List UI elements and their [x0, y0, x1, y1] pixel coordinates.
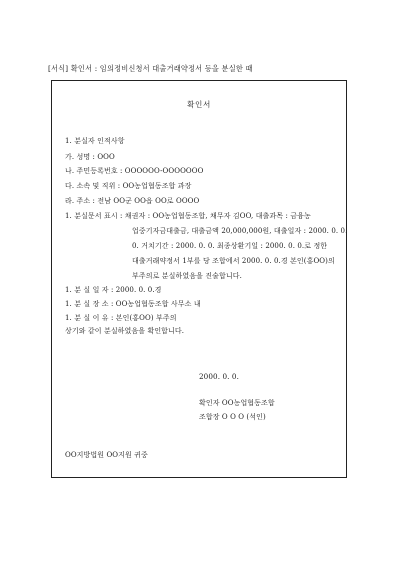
document-frame — [51, 80, 347, 478]
recipient-line: OO지방법원 OO지원 귀중 — [65, 451, 148, 459]
address-line: 라. 주소 : 전남 OO군 OO읍 OO로 OOOO — [65, 197, 200, 205]
lost-document-line-3: 0. 거치기간 : 2000. 0. 0. 최종상환기일 : 2000. 0. 0.로 정한 — [132, 242, 328, 250]
form-caption: [서식] 확인서 : 임의정비신청서 대출거래약정서 등을 분실한 때 — [48, 64, 253, 73]
confirmer-line: 확인자 OO농업협동조합 — [199, 399, 275, 407]
personal-info-heading: 1. 분실자 인적사항 — [65, 137, 125, 145]
lost-document-line-2: 업중기자금대출금, 대출금액 20,000,000원, 대출일자 : 2000. 0. 0. — [132, 227, 348, 235]
lost-document-line-4: 대출거래약정서 1부를 당 조합에서 2000. 0. 0.경 본인(홍OO)의 — [132, 257, 335, 265]
lost-date-line: 1. 분 실 일 자 : 2000. 0. 0.경 — [65, 286, 162, 294]
confirmation-statement: 상기와 같이 분실하였음을 확인합니다. — [65, 327, 185, 335]
signer-line: 조합장 O O O (석인) — [199, 413, 266, 421]
name-line: 가. 성명 : OOO — [65, 153, 115, 161]
lost-document-line-1: 1. 분실문서 표시 : 채권자 : OO농업협동조합, 채무자 김OO, 대출과목 : 금융농 — [65, 212, 311, 220]
lost-reason-line: 1. 분 실 이 유 : 본인(홍OO) 부주의 — [65, 314, 177, 322]
document-title: 확인서 — [187, 100, 211, 109]
lost-document-line-5: 부주의로 분실하였음을 진술합니다. — [132, 272, 242, 280]
rrn-line: 나. 주민등록번호 : OOOOOO-OOOOOOO — [65, 167, 204, 175]
lost-place-line: 1. 분 실 장 소 : OO농업협동조합 사무소 내 — [65, 300, 201, 308]
affiliation-line: 다. 소속 및 직위 : OO농업협동조합 과장 — [65, 182, 192, 190]
document-date: 2000. 0. 0. — [199, 372, 239, 381]
